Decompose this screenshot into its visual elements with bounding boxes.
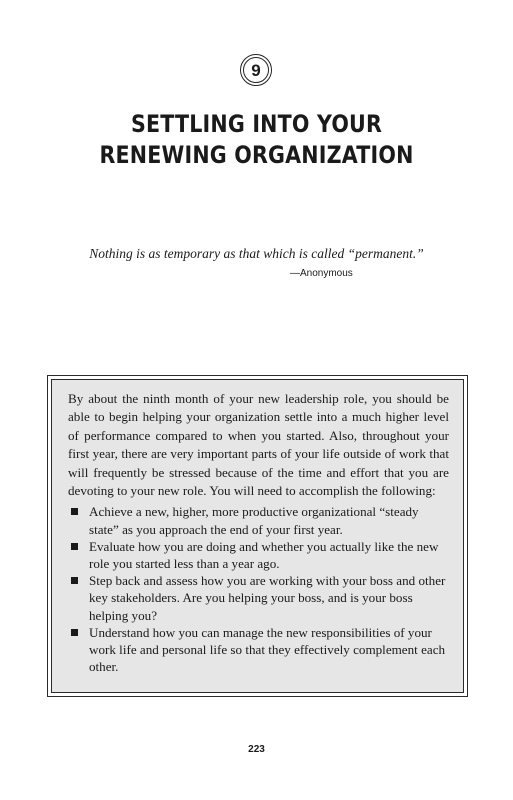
- list-item-text: Step back and assess how you are working with your boss and other key stakeholders. Are you helping your boss, and is your boss helping you?: [89, 573, 446, 623]
- list-item: [68, 538, 449, 572]
- chapter-summary-panel: [51, 379, 464, 693]
- epigraph-quote: Nothing is as temporary as that which is called “permanent.”: [89, 246, 424, 261]
- chapter-title: SETTLING INTO YOUR RENEWING ORGANIZATION: [99, 110, 414, 169]
- square-bullet-icon: [71, 543, 78, 550]
- summary-paragraph: By about the ninth month of your new leadership role, you should be able to begin helping your organization settle into a much higher level of performance compared to when you started. Also, throughout your first year, there are very important parts of your life outside of work that will frequently be stressed because of the time and effort that you are devoting to your new role. You will need to accomplish the following:: [68, 391, 449, 499]
- list-item: [68, 503, 449, 537]
- list-item: [68, 572, 449, 624]
- list-item-text: Understand how you can manage the new responsibilities of your work life and personal life so that they effectively complement each other.: [89, 624, 446, 675]
- square-bullet-icon: [71, 508, 78, 515]
- epigraph-attribution: —Anonymous: [290, 268, 353, 279]
- chapter-summary-box: [47, 375, 468, 697]
- square-bullet-icon: [71, 629, 78, 636]
- list-item: [68, 624, 449, 676]
- list-item-text: Evaluate how you are doing and whether you actually like the new role you started less than a year ago.: [89, 538, 439, 572]
- square-bullet-icon: [71, 577, 78, 584]
- page-number: 223: [248, 744, 265, 755]
- chapter-number-badge: [240, 54, 272, 86]
- list-item-text: Achieve a new, higher, more productive organizational “steady state” as you approach the end of your first year.: [89, 504, 419, 537]
- summary-list: [68, 503, 449, 675]
- chapter-number: 9: [243, 57, 269, 83]
